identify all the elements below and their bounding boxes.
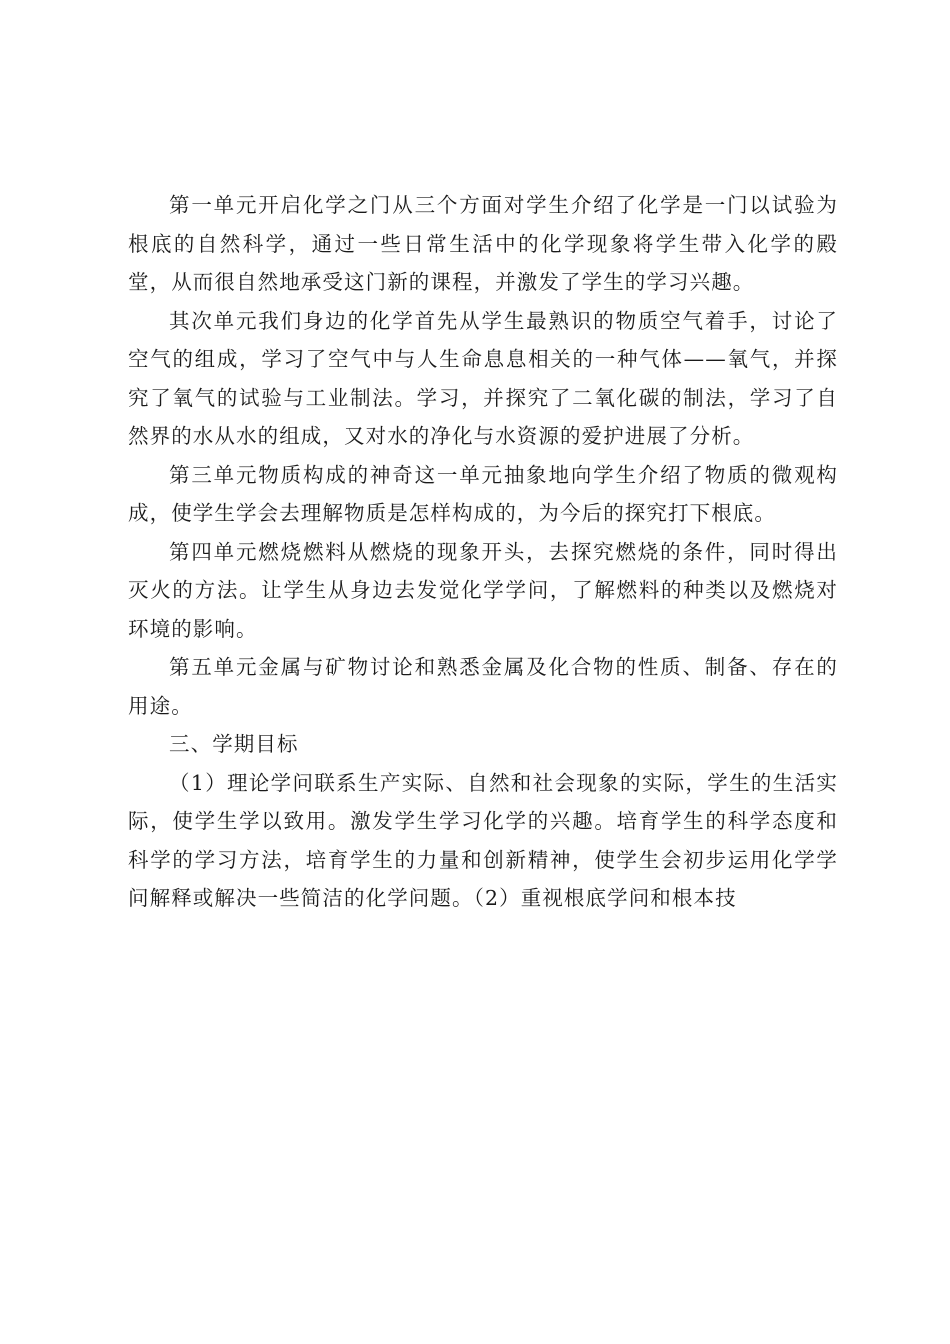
paragraph-objectives: （1）理论学问联系生产实际、自然和社会现象的实际，学生的生活实际，使学生学以致用。激发学生学习化学的兴趣。培育学生的科学态度和科学的学习方法，培育学生的力量和创新精神，使学生会初步运用化学学问解释或解决一些简洁的化学问题。（2）重视根底学问和根本技 bbox=[128, 770, 838, 910]
section-heading: 三、学期目标 bbox=[169, 732, 299, 756]
paragraph-unit-5: 第五单元金属与矿物讨论和熟悉金属及化合物的性质、制备、存在的用途。 bbox=[128, 655, 838, 718]
paragraph-unit-3: 第三单元物质构成的神奇这一单元抽象地向学生介绍了物质的微观构成，使学生学会去理解物质是怎样构成的，为今后的探究打下根底。 bbox=[128, 462, 838, 525]
paragraph-unit-1: 第一单元开启化学之门从三个方面对学生介绍了化学是一门以试验为根底的自然科学，通过一些日常生活中的化学现象将学生带入化学的殿堂，从而很自然地承受这门新的课程，并激发了学生的学习兴趣。 bbox=[128, 193, 838, 294]
paragraph-unit-4: 第四单元燃烧燃料从燃烧的现象开头，去探究燃烧的条件，同时得出灭火的方法。让学生从身边去发觉化学学问，了解燃料的种类以及燃烧对环境的影响。 bbox=[128, 539, 838, 641]
paragraph-unit-2: 其次单元我们身边的化学首先从学生最熟识的物质空气着手，讨论了空气的组成，学习了空气中与人生命息息相关的一种气体——氧气，并探究了氧气的试验与工业制法。学习，并探究了二氧化碳的制法，学习了自然界的水从水的组成，又对水的净化与水资源的爱护进展了分析。 bbox=[128, 308, 838, 448]
document-body bbox=[128, 186, 838, 918]
